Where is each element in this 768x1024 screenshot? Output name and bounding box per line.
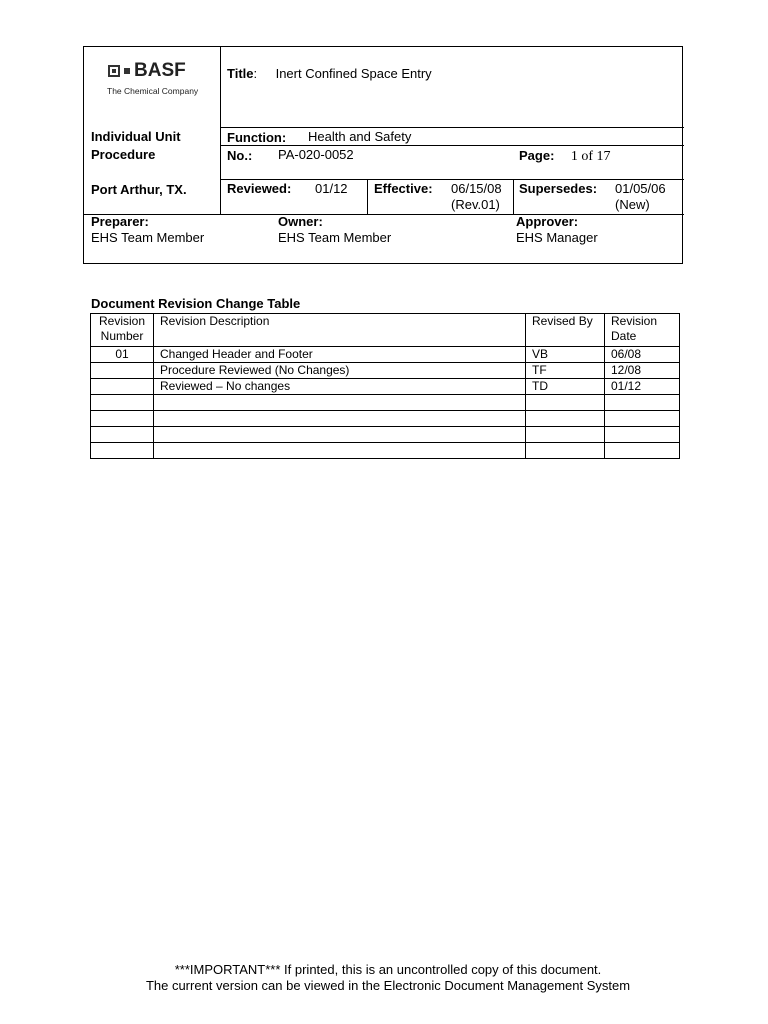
approver-value: EHS Manager bbox=[516, 230, 598, 245]
cell-number bbox=[91, 411, 154, 427]
approver-label: Approver: bbox=[516, 214, 579, 229]
cell-number bbox=[91, 395, 154, 411]
cell-date: 06/08 bbox=[605, 347, 680, 363]
cell-revised-by: TD bbox=[526, 379, 605, 395]
cell-description bbox=[154, 411, 526, 427]
cell-date bbox=[605, 395, 680, 411]
cell-number bbox=[91, 379, 154, 395]
cell-revised-by bbox=[526, 427, 605, 443]
cell-description: Procedure Reviewed (No Changes) bbox=[154, 363, 526, 379]
preparer-block bbox=[91, 214, 204, 246]
cell-date: 12/08 bbox=[605, 363, 680, 379]
logo-brand: BASF bbox=[134, 60, 186, 81]
page-row bbox=[519, 147, 611, 165]
reviewed-value: 01/12 bbox=[315, 181, 348, 196]
cell-description bbox=[154, 395, 526, 411]
title-label: Title bbox=[227, 66, 254, 81]
cell-revised-by bbox=[526, 443, 605, 459]
owner-value: EHS Team Member bbox=[278, 230, 392, 245]
header-text: Revision bbox=[611, 314, 658, 328]
cell-revised-by: TF bbox=[526, 363, 605, 379]
table-row bbox=[91, 427, 680, 443]
logo-tagline: The Chemical Company bbox=[107, 86, 199, 96]
cell-date bbox=[605, 411, 680, 427]
page-value: 1 of 17 bbox=[570, 149, 611, 164]
page-label: Page: bbox=[519, 148, 555, 163]
cell-date bbox=[605, 443, 680, 459]
header-divider bbox=[220, 127, 684, 128]
cell-description: Changed Header and Footer bbox=[154, 347, 526, 363]
footer-important-notice: ***IMPORTANT*** If printed, this is an uncontrolled copy of this document. bbox=[174, 962, 602, 977]
header-divider bbox=[513, 179, 514, 214]
function-value: Health and Safety bbox=[308, 129, 412, 144]
header-divider bbox=[220, 145, 684, 146]
owner-block bbox=[278, 214, 391, 246]
table-row bbox=[91, 443, 680, 459]
table-row bbox=[91, 347, 680, 363]
header-divider bbox=[220, 179, 684, 180]
title-value: Inert Confined Space Entry bbox=[275, 66, 432, 81]
number-value: PA-020-0052 bbox=[278, 147, 354, 162]
number-label: No.: bbox=[227, 148, 253, 163]
reviewed-label: Reviewed: bbox=[227, 181, 292, 196]
cell-number bbox=[91, 363, 154, 379]
preparer-label: Preparer: bbox=[91, 214, 149, 229]
table-row bbox=[91, 363, 680, 379]
cell-number bbox=[91, 427, 154, 443]
number-row bbox=[227, 147, 354, 165]
table-row bbox=[91, 411, 680, 427]
supersedes-label: Supersedes: bbox=[519, 181, 598, 196]
function-row bbox=[227, 129, 412, 147]
header-revision-number bbox=[91, 314, 154, 347]
cell-description bbox=[154, 427, 526, 443]
effective-label: Effective: bbox=[374, 181, 433, 196]
preparer-value: EHS Team Member bbox=[91, 230, 205, 245]
header-text: Number bbox=[100, 329, 144, 343]
title-row: Title: Inert Confined Space Entry bbox=[227, 66, 432, 81]
owner-label: Owner: bbox=[278, 214, 323, 229]
function-label: Function: bbox=[227, 130, 287, 145]
header-revision-date bbox=[605, 314, 680, 347]
cell-revised-by bbox=[526, 411, 605, 427]
table-header-row bbox=[91, 314, 680, 347]
table-row bbox=[91, 395, 680, 411]
effective-date: 06/15/08 bbox=[451, 181, 502, 196]
cell-number bbox=[91, 443, 154, 459]
page-footer bbox=[0, 962, 768, 994]
cell-revised-by bbox=[526, 395, 605, 411]
table-row bbox=[91, 379, 680, 395]
cell-number: 01 bbox=[91, 347, 154, 363]
location: Port Arthur, TX. bbox=[91, 182, 187, 197]
header-revision-description: Revision Description bbox=[154, 314, 526, 347]
revision-table bbox=[90, 313, 680, 459]
document-header bbox=[83, 46, 683, 264]
supersedes-note: (New) bbox=[615, 197, 650, 212]
logo-square-icon bbox=[108, 65, 120, 77]
supersedes-value bbox=[615, 181, 666, 213]
logo-dot-icon bbox=[124, 68, 130, 74]
cell-description bbox=[154, 443, 526, 459]
supersedes-date: 01/05/06 bbox=[615, 181, 666, 196]
header-text: Revision bbox=[98, 314, 146, 328]
header-divider bbox=[367, 179, 368, 214]
footer-edms-notice: The current version can be viewed in the Electronic Document Management System bbox=[145, 978, 631, 993]
revision-table-title: Document Revision Change Table bbox=[91, 296, 301, 311]
effective-value bbox=[451, 181, 502, 213]
header-divider bbox=[220, 47, 221, 214]
cell-revised-by: VB bbox=[526, 347, 605, 363]
unit-type: Individual Unit Procedure bbox=[91, 129, 181, 162]
approver-block bbox=[516, 214, 598, 246]
cell-date bbox=[605, 427, 680, 443]
header-revised-by: Revised By bbox=[526, 314, 605, 347]
header-text: Date bbox=[611, 329, 637, 343]
cell-description: Reviewed – No changes bbox=[154, 379, 526, 395]
cell-date: 01/12 bbox=[605, 379, 680, 395]
effective-rev: (Rev.01) bbox=[451, 197, 500, 212]
